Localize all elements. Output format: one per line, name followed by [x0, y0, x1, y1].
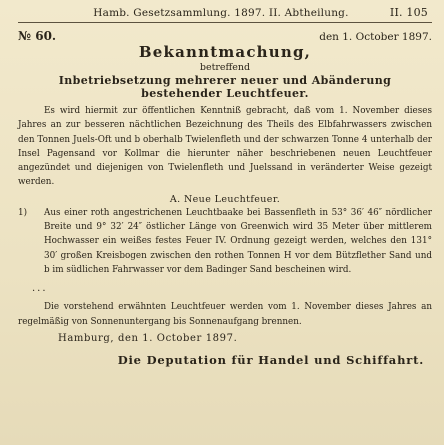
number-date-row — [18, 29, 432, 43]
section-heading: A. Neue Leuchtfeuer. — [169, 193, 281, 205]
intro-paragraph: Es wird hiermit zur öffentlichen Kenntniß gebracht, daß vom 1. November dieses Jahres an zur besseren nächtlichen Bezeichnung des Theils des Elbfahrwassers zwischen den Tonnen Juels-Oft und b oberhalb Twielenfleth und der schwarzen Tonne 4 unterhalb der Insel Pagensand vor Kollmar die hierunter näher beschriebenen neuen Leuchtfeuer angezündet und diejenigen von Twielenfleth und Juelssand in veränderter Weise gezeigt werden. — [18, 106, 432, 188]
document-date: den 1. October 1897. — [319, 31, 432, 43]
document-subtitle: Inbetriebsetzung mehrerer neuer und Abänderung bestehender Leuchtfeuer. — [58, 74, 392, 100]
list-item — [18, 206, 432, 277]
list-item-number: 1) — [18, 207, 28, 218]
header-title: Hamb. Gesetzsammlung. 1897. II. Abtheilung. — [93, 7, 349, 19]
signature: Die Deputation für Handel und Schiffahrt. — [117, 352, 424, 367]
omission-ellipsis: ... — [32, 283, 48, 295]
page-number: II. 105 — [389, 6, 428, 19]
place-date: Hamburg, den 1. October 1897. — [58, 332, 238, 344]
document-title: Bekanntmachung, — [138, 43, 312, 61]
betreffend-label: betreffend — [199, 62, 251, 73]
running-header — [18, 6, 432, 23]
document-number: № 60. — [18, 29, 57, 43]
closing-paragraph: Die vorstehend erwähnten Leuchtfeuer werden vom 1. November dieses Jahres an regelmäßig von Sonnenuntergang bis Sonnenaufgang brennen. — [18, 302, 432, 327]
list-item-text: Aus einer roth angestrichenen Leuchtbaake bei Bassenfleth in 53° 36′ 46″ nördlicher Breite und 9° 32′ 24″ östlicher Länge von Greenwich wird 35 Meter über mittlerem Hochwasser ein weißes festes Feuer IV. Ordnung gezeigt werden, welches den 131° 30′ großen Kreisbogen zwischen den rothen Tonnen H vor dem Bützflether Sand und b im südlichen Fahrwasser vor dem Badinger Sand bescheinen wird. — [44, 207, 432, 275]
